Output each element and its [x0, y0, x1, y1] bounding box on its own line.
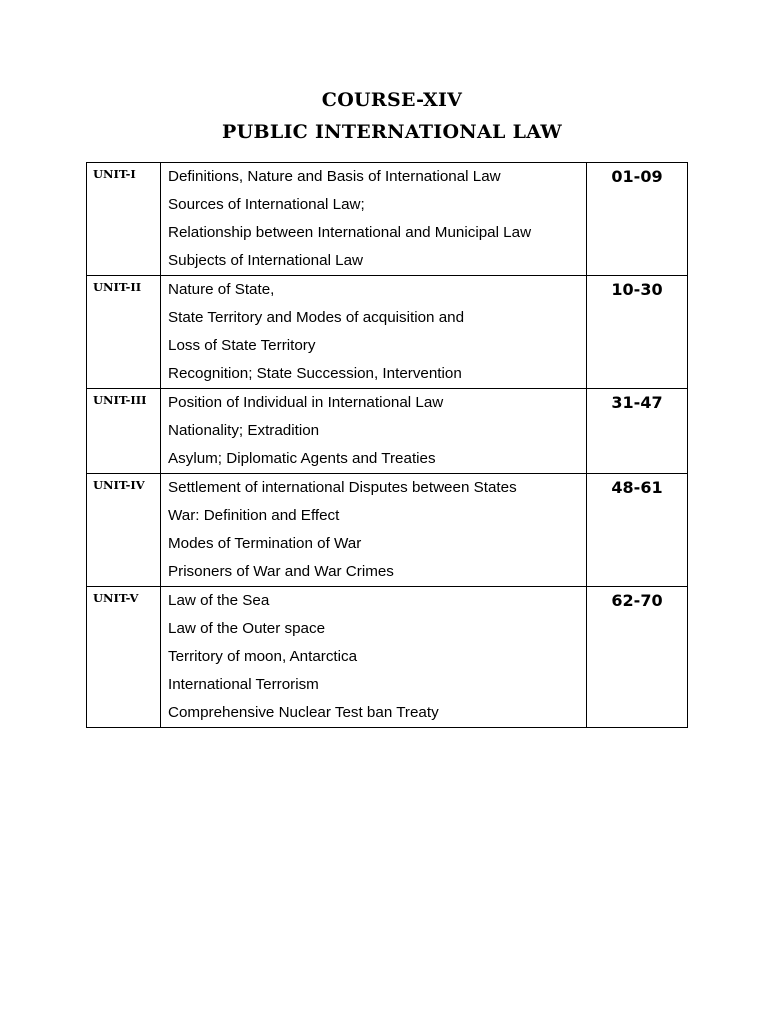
topic-item: Sources of International Law; — [168, 196, 365, 213]
topic-item: Relationship between International and Municipal Law — [168, 224, 532, 241]
table-row — [87, 474, 688, 587]
document-header — [0, 84, 768, 148]
topics-cell — [161, 474, 587, 587]
topic-item: Loss of State Territory — [168, 337, 316, 354]
page-range: 62-70 — [587, 587, 688, 728]
topic-item: Modes of Termination of War — [168, 535, 362, 552]
topic-item: Nature of State, — [168, 281, 275, 298]
unit-label: UNIT-II — [87, 276, 161, 389]
unit-label: UNIT-V — [87, 587, 161, 728]
topic-item: Position of Individual in International Law — [168, 394, 444, 411]
topic-item: Law of the Sea — [168, 592, 270, 609]
page-range: 31-47 — [587, 389, 688, 474]
topic-item: Nationality; Extradition — [168, 422, 320, 439]
topic-item: Prisoners of War and War Crimes — [168, 563, 394, 580]
subject-title: PUBLIC INTERNATIONAL LAW — [222, 121, 562, 143]
topics-cell — [161, 389, 587, 474]
topic-item: Settlement of international Disputes between States — [168, 479, 517, 496]
topics-cell — [161, 587, 587, 728]
page-range: 48-61 — [587, 474, 688, 587]
topic-item: Subjects of International Law — [168, 252, 364, 269]
topic-item: Comprehensive Nuclear Test ban Treaty — [168, 704, 439, 721]
topic-item: State Territory and Modes of acquisition and — [168, 309, 465, 326]
topic-item: War: Definition and Effect — [168, 507, 340, 524]
topic-item: Asylum; Diplomatic Agents and Treaties — [168, 450, 436, 467]
topics-cell — [161, 276, 587, 389]
topic-item: International Terrorism — [168, 676, 319, 693]
table-row — [87, 276, 688, 389]
table-row — [87, 389, 688, 474]
topic-item: Law of the Outer space — [168, 620, 326, 637]
topic-item: Definitions, Nature and Basis of International Law — [168, 168, 501, 185]
topic-item: Territory of moon, Antarctica — [168, 648, 358, 665]
topics-cell — [161, 163, 587, 276]
unit-label: UNIT-I — [87, 163, 161, 276]
unit-label: UNIT-III — [87, 389, 161, 474]
page-range: 01-09 — [587, 163, 688, 276]
unit-label: UNIT-IV — [87, 474, 161, 587]
topic-item: Recognition; State Succession, Intervention — [168, 365, 462, 382]
course-title: COURSE-XIV — [321, 89, 463, 111]
table-row — [87, 587, 688, 728]
page-range: 10-30 — [587, 276, 688, 389]
table-row — [87, 163, 688, 276]
syllabus-table — [86, 162, 688, 728]
